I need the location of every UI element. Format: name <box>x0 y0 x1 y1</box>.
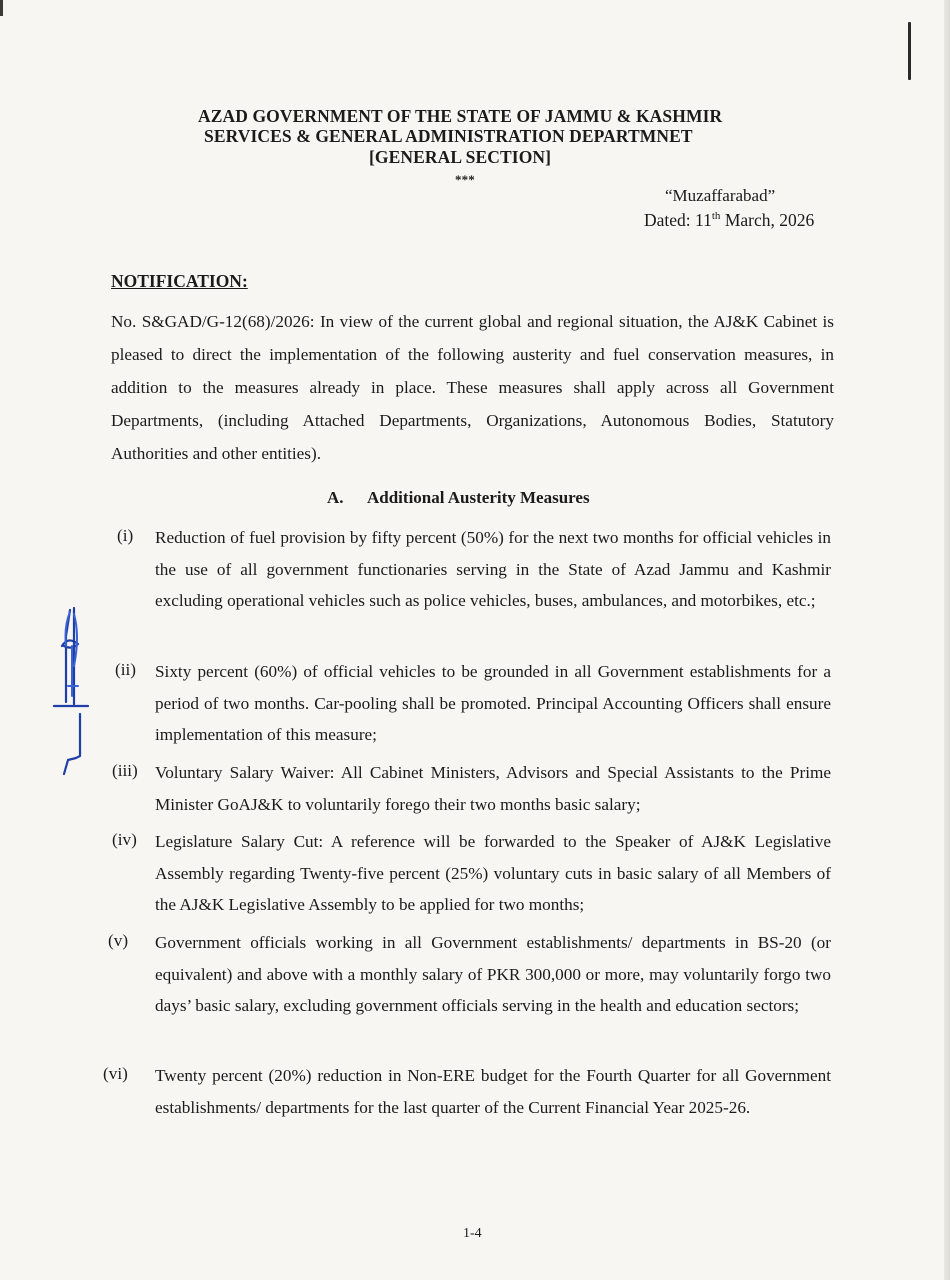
measure-number: (i) <box>117 526 134 545</box>
letterhead-section: [GENERAL SECTION] <box>369 147 552 167</box>
letterhead-separator: *** <box>455 172 475 187</box>
date-ordinal: th <box>711 210 721 223</box>
notification-title: NOTIFICATION: <box>111 271 248 291</box>
section-heading <box>327 488 590 508</box>
measure-text: Sixty percent (60%) of official vehicles to be grounded in all Government establishments for a period of two months. Car-pooling shall be promoted. Principal Accounting Officers shall ensure implementation of this measure; <box>155 662 831 744</box>
page-edge <box>944 0 950 1280</box>
date-rest: March, 2026 <box>720 210 815 230</box>
measure-text: Twenty percent (20%) reduction in Non-ERE budget for the Fourth Quarter for all Government establishments/ departments for the last quarter of the Current Financial Year 2025-26. <box>155 1066 831 1117</box>
measure-number: (iv) <box>112 830 137 849</box>
page-number: 1-4 <box>463 1226 482 1241</box>
letterhead-department: SERVICES & GENERAL ADMINISTRATION DEPARTMNET <box>204 126 693 146</box>
notification-body: No. S&GAD/G-12(68)/2026: In view of the current global and regional situation, the AJ&K Cabinet is pleased to direct the implementation of the following austerity and fuel conservation measures, in addition to the measures already in place. These measures shall apply across all Government Departments, (including Attached Departments, Organizations, Autonomous Bodies, Statutory Authorities and other entities). <box>111 312 834 463</box>
measure-number: (iii) <box>112 761 138 780</box>
measure-text: Government officials working in all Government establishments/ departments in BS-20 (or equivalent) and above with a monthly salary of PKR 300,000 or more, may voluntarily forgo two days’ basic salary, excluding government officials serving in the health and education sectors; <box>155 933 831 1015</box>
scan-mark <box>0 0 3 16</box>
measure-number: (v) <box>108 931 129 950</box>
measure-text: Voluntary Salary Waiver: All Cabinet Ministers, Advisors and Special Assistants to the Prime Minister GoAJ&K to voluntarily forego their two months basic salary; <box>155 763 831 814</box>
letterhead-government: AZAD GOVERNMENT OF THE STATE OF JAMMU & KASHMIR <box>198 106 723 126</box>
measure-text: Reduction of fuel provision by fifty percent (50%) for the next two months for official vehicles in the use of all government functionaries serving in the State of Azad Jammu and Kashmir excluding operational vehicles such as police vehicles, buses, ambulances, and motorbikes, etc.; <box>155 528 831 610</box>
measure-number: (vi) <box>103 1064 128 1083</box>
section-title: Additional Austerity Measures <box>367 488 590 507</box>
measure-text: Legislature Salary Cut: A reference will be forwarded to the Speaker of AJ&K Legislative Assembly regarding Twenty-five percent (25%) voluntary cuts in basic salary of all Members of the AJ&K Legislative Assembly to be applied for two months; <box>155 832 831 914</box>
measure-number: (ii) <box>115 660 136 679</box>
date-line <box>644 210 814 231</box>
handwritten-signature <box>44 606 104 776</box>
date-prefix: Dated: 11 <box>644 210 712 230</box>
section-letter: A. <box>327 488 344 507</box>
scan-mark <box>908 22 911 80</box>
place: “Muzaffarabad” <box>665 186 776 205</box>
